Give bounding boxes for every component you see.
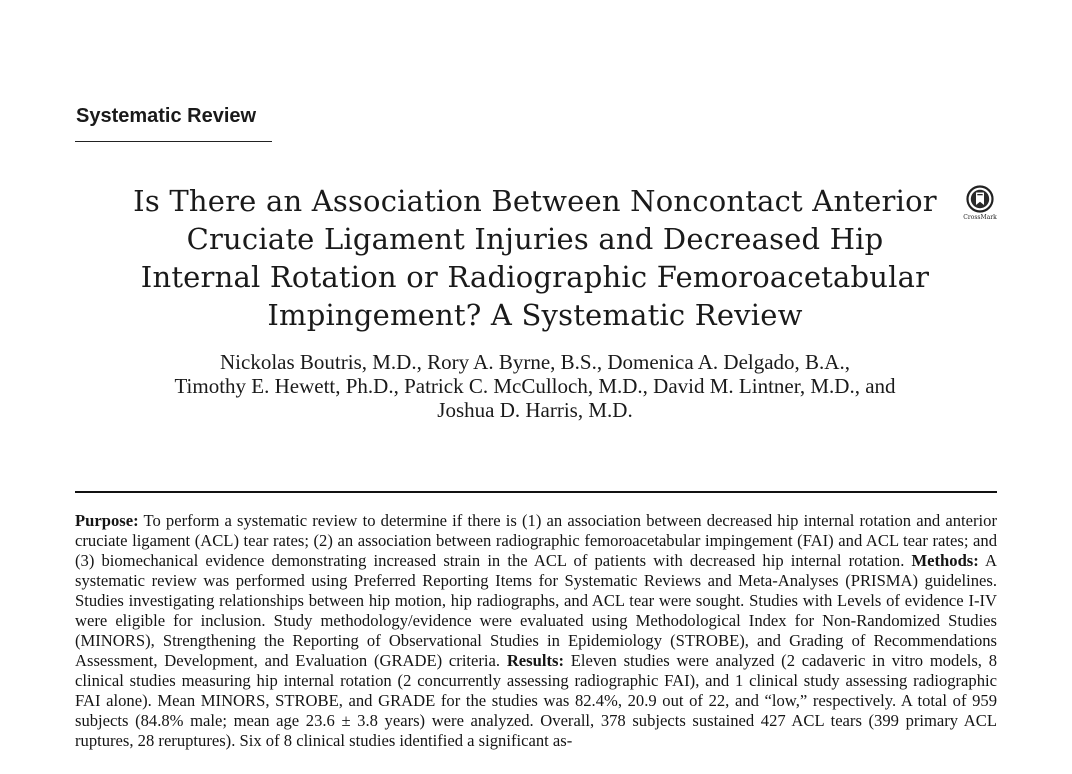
author-list [100, 350, 970, 422]
crossmark-icon [966, 185, 994, 213]
title-line: Impingement? A Systematic Review [267, 298, 803, 332]
methods-text: A systematic review was performed using Preferred Reporting Items for Systematic Reviews and Meta-Analyses (PRISMA) guidelines. Studies investigating relationships between hip motion, hip radiographs, and ACL tear were sought. Studies with Levels of evidence I-IV were eligible for inclusion. Study methodology/evidence were evaluated using Methodological Index for Non-Randomized Studies (MINORS), Strengthening the Reporting of Observational Studies in Epidemiology (STROBE), and Grading of Recommendations Assessment, Development, and Evaluation (GRADE) criteria. [75, 551, 997, 670]
results-heading: Results: [506, 651, 564, 670]
methods-heading: Methods: [911, 551, 979, 570]
author-line: Nickolas Boutris, M.D., Rory A. Byrne, B.S., Domenica A. Delgado, B.A., [220, 350, 850, 374]
section-label: Systematic Review [76, 105, 257, 127]
results-text: Eleven studies were analyzed (2 cadaveric in vitro models, 8 clinical studies measuring hip internal rotation (2 concurrently assessing radiographic FAI), and 1 clinical study assessing radiographic FAI alone). Mean MINORS, STROBE, and GRADE for the studies was 82.4%, 20.9 out of 22, and “low,” respectively. A total of 959 subjects (84.8% male; mean age 23.6 ± 3.8 years) were analyzed. Overall, 378 subjects sustained 427 ACL tears (399 primary ACL ruptures, 28 reruptures). Six of 8 clinical studies identified a significant as- [75, 651, 998, 750]
section-underline [75, 141, 272, 142]
article-title [110, 182, 960, 334]
purpose-heading: Purpose: [75, 511, 139, 530]
title-line: Internal Rotation or Radiographic Femoroacetabular [140, 260, 930, 294]
author-line: Joshua D. Harris, M.D. [437, 398, 633, 422]
title-line: Cruciate Ligament Injuries and Decreased Hip [186, 222, 884, 256]
abstract-divider [75, 491, 997, 493]
title-line: Is There an Association Between Noncontact Anterior [133, 184, 937, 218]
crossmark-badge[interactable] [960, 185, 1000, 225]
crossmark-label: CrossMark [963, 214, 997, 221]
author-line: Timothy E. Hewett, Ph.D., Patrick C. McCulloch, M.D., David M. Lintner, M.D., and [174, 374, 896, 398]
purpose-text: To perform a systematic review to determine if there is (1) an association between decreased hip internal rotation and anterior cruciate ligament (ACL) tear rates; (2) an association between radiographic femoroacetabular impingement (FAI) and ACL tear rates; and (3) biomechanical evidence demonstrating increased strain in the ACL of patients with decreased hip internal rotation. [75, 511, 997, 570]
abstract-body [75, 511, 997, 751]
